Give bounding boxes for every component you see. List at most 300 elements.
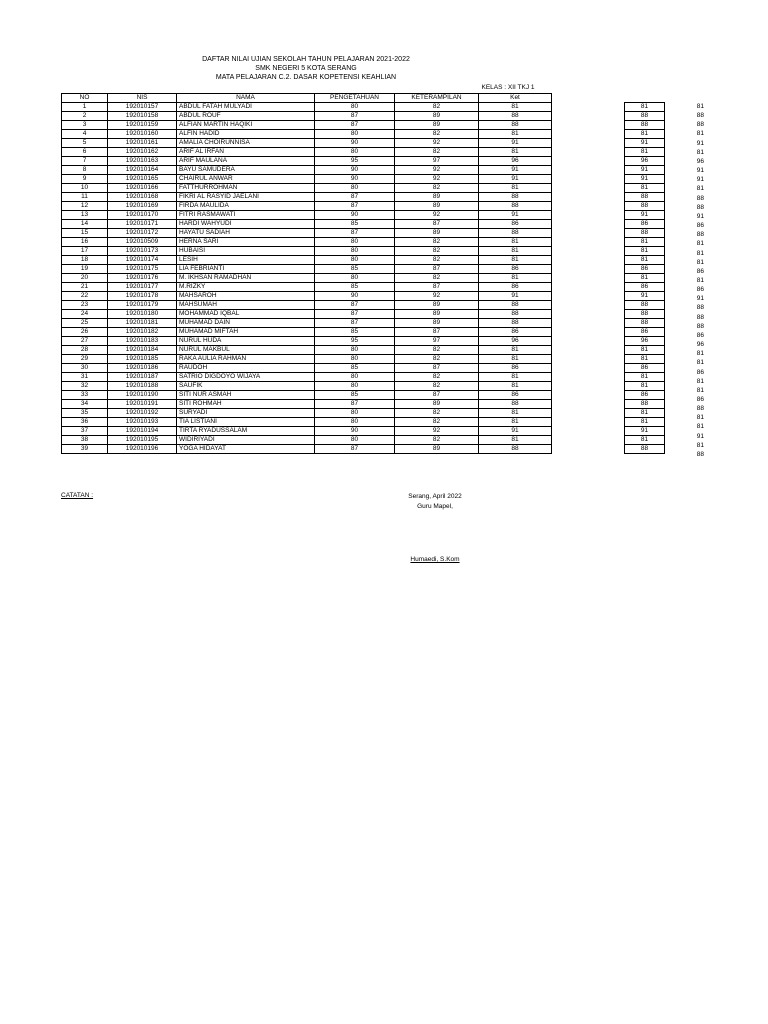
side-row (625, 148, 665, 157)
side-row (625, 319, 665, 328)
row-pengetahuan: 87 (315, 301, 395, 310)
row-no: 26 (62, 328, 108, 337)
side-value: 96 (625, 337, 665, 346)
row-keterampilan: 87 (395, 391, 479, 400)
row-nis: 192010183 (108, 337, 177, 346)
table-row (62, 445, 552, 454)
row-ket: 96 (479, 157, 552, 166)
table-row (62, 409, 552, 418)
row-ket: 81 (479, 148, 552, 157)
row-no: 13 (62, 211, 108, 220)
side-row (625, 346, 665, 355)
row-keterampilan: 89 (395, 301, 479, 310)
side-value-plain: 88 (696, 322, 704, 330)
row-nama: LIA FEBRIANTI (177, 265, 315, 274)
side-value-plain: 81 (696, 148, 704, 156)
row-nama: FITRI RASMAWATI (177, 211, 315, 220)
row-keterampilan: 82 (395, 418, 479, 427)
side-row (625, 301, 665, 310)
side-row (625, 256, 665, 265)
side-value-plain: 96 (696, 157, 704, 165)
row-no: 30 (62, 364, 108, 373)
row-nama: ARIF AL IRFAN (177, 148, 315, 157)
side-row (625, 130, 665, 139)
table-row (62, 265, 552, 274)
row-pengetahuan: 90 (315, 211, 395, 220)
row-ket: 81 (479, 274, 552, 283)
row-ket: 81 (479, 247, 552, 256)
side-value: 88 (625, 229, 665, 238)
row-keterampilan: 89 (395, 121, 479, 130)
row-keterampilan: 89 (395, 193, 479, 202)
place-date: Serang, April 2022 (408, 493, 462, 500)
side-row (625, 166, 665, 175)
side-value-plain: 88 (696, 405, 704, 413)
row-nama: WIDIRIYADI (177, 436, 315, 445)
table-row (62, 220, 552, 229)
row-keterampilan: 92 (395, 139, 479, 148)
side-row (625, 445, 665, 454)
signer-role: Guru Mapel, (417, 503, 453, 510)
side-value: 81 (625, 409, 665, 418)
side-row (625, 436, 665, 445)
table-row (62, 121, 552, 130)
row-keterampilan: 82 (395, 256, 479, 265)
row-pengetahuan: 80 (315, 274, 395, 283)
side-value: 81 (625, 418, 665, 427)
side-value: 88 (625, 319, 665, 328)
row-ket: 91 (479, 427, 552, 436)
table-row (62, 202, 552, 211)
row-ket: 81 (479, 346, 552, 355)
row-nis: 192010177 (108, 283, 177, 292)
row-ket: 81 (479, 256, 552, 265)
side-value-plain: 86 (696, 396, 704, 403)
row-ket: 81 (479, 418, 552, 427)
side-value: 91 (625, 166, 665, 175)
row-nis: 192010185 (108, 355, 177, 364)
row-pengetahuan: 90 (315, 139, 395, 148)
side-value: 81 (625, 256, 665, 265)
title-line-1: DAFTAR NILAI UJIAN SEKOLAH TAHUN PELAJARAN 2021-2022 (202, 56, 410, 63)
side-value: 81 (625, 274, 665, 283)
table-row (62, 373, 552, 382)
row-keterampilan: 82 (395, 148, 479, 157)
row-nama: MUHAMAD DAIN (177, 319, 315, 328)
side-row (625, 373, 665, 382)
side-row (625, 193, 665, 202)
side-value: 81 (625, 148, 665, 157)
table-row (62, 184, 552, 193)
row-no: 4 (62, 130, 108, 139)
side-value: 91 (625, 139, 665, 148)
side-row (625, 427, 665, 436)
row-pengetahuan: 80 (315, 418, 395, 427)
side-value-plain: 81 (696, 386, 704, 394)
side-values-column (680, 102, 704, 459)
side-row (625, 292, 665, 301)
row-nama: NURUL HUDA (177, 337, 315, 346)
row-nis: 192010186 (108, 364, 177, 373)
row-pengetahuan: 87 (315, 121, 395, 130)
row-keterampilan: 92 (395, 211, 479, 220)
row-pengetahuan: 80 (315, 103, 395, 112)
row-ket: 81 (479, 409, 552, 418)
side-row (625, 310, 665, 319)
side-value: 81 (625, 346, 665, 355)
table-row (62, 391, 552, 400)
col-header-nama: NAMA (177, 94, 315, 103)
row-nama: SAUFIK (177, 382, 315, 391)
row-no: 35 (62, 409, 108, 418)
row-pengetahuan: 90 (315, 166, 395, 175)
row-ket: 91 (479, 139, 552, 148)
row-keterampilan: 92 (395, 166, 479, 175)
signature-block (380, 492, 490, 512)
row-nis: 192010182 (108, 328, 177, 337)
row-ket: 81 (479, 436, 552, 445)
row-nis: 192010195 (108, 436, 177, 445)
row-keterampilan: 82 (395, 436, 479, 445)
side-row (625, 391, 665, 400)
side-value: 91 (625, 175, 665, 184)
side-row (625, 283, 665, 292)
row-ket: 91 (479, 292, 552, 301)
row-pengetahuan: 95 (315, 157, 395, 166)
side-row (625, 337, 665, 346)
row-pengetahuan: 90 (315, 292, 395, 301)
row-nama: SATRIO DIGDOYO WIJAYA (177, 373, 315, 382)
side-value-plain: 81 (696, 185, 704, 193)
side-row (625, 157, 665, 166)
side-value-plain: 81 (696, 130, 704, 138)
row-ket: 88 (479, 400, 552, 409)
row-nis: 192010187 (108, 373, 177, 382)
table-row (62, 166, 552, 175)
row-nama: RAKA AULIA RAHMAN (177, 355, 315, 364)
row-nama: FIRDA MAULIDA (177, 202, 315, 211)
side-value-plain: 88 (696, 121, 704, 129)
row-pengetahuan: 80 (315, 256, 395, 265)
row-no: 39 (62, 445, 108, 454)
side-row (625, 175, 665, 184)
row-keterampilan: 82 (395, 355, 479, 364)
row-no: 28 (62, 346, 108, 355)
row-pengetahuan: 85 (315, 328, 395, 337)
row-no: 33 (62, 391, 108, 400)
side-values-table (624, 102, 665, 454)
side-value-plain: 81 (696, 240, 704, 248)
row-keterampilan: 92 (395, 427, 479, 436)
row-no: 22 (62, 292, 108, 301)
row-pengetahuan: 85 (315, 364, 395, 373)
row-keterampilan: 89 (395, 202, 479, 211)
side-value-plain: 81 (696, 258, 704, 266)
row-nis: 192010161 (108, 139, 177, 148)
row-nis: 192010168 (108, 193, 177, 202)
row-keterampilan: 82 (395, 346, 479, 355)
row-nama: HAYATU SADIAH (177, 229, 315, 238)
row-keterampilan: 82 (395, 382, 479, 391)
row-nis: 192010194 (108, 427, 177, 436)
side-value: 81 (625, 103, 665, 112)
col-header-nis: NIS (108, 94, 177, 103)
row-ket: 86 (479, 265, 552, 274)
row-nama: SITI ROHMAH (177, 400, 315, 409)
side-value-plain: 86 (696, 368, 704, 376)
table-row (62, 328, 552, 337)
table-row (62, 301, 552, 310)
table-row (62, 247, 552, 256)
col-header-ket: Ket (479, 94, 552, 103)
row-ket: 88 (479, 202, 552, 211)
signer-name: Humaedi, S.Kom (410, 556, 460, 563)
row-pengetahuan: 87 (315, 193, 395, 202)
row-nama: ALFIAN MARTIN HAQIKI (177, 121, 315, 130)
side-value-plain: 81 (696, 414, 704, 422)
row-pengetahuan: 90 (315, 175, 395, 184)
row-nis: 192010179 (108, 301, 177, 310)
side-value: 91 (625, 292, 665, 301)
row-no: 1 (62, 103, 108, 112)
table-row (62, 346, 552, 355)
side-value: 81 (625, 373, 665, 382)
side-value: 88 (625, 445, 665, 454)
row-no: 21 (62, 283, 108, 292)
row-ket: 88 (479, 193, 552, 202)
row-no: 10 (62, 184, 108, 193)
side-value: 81 (625, 238, 665, 247)
table-row (62, 436, 552, 445)
row-keterampilan: 89 (395, 319, 479, 328)
row-nis: 192010158 (108, 112, 177, 121)
row-no: 18 (62, 256, 108, 265)
side-value-plain: 91 (696, 139, 704, 147)
row-ket: 81 (479, 103, 552, 112)
row-no: 32 (62, 382, 108, 391)
class-label: KELAS : XII TKJ 1 (481, 84, 535, 91)
row-no: 17 (62, 247, 108, 256)
row-ket: 91 (479, 175, 552, 184)
row-ket: 96 (479, 337, 552, 346)
row-nama: MOHAMMAD IQBAL (177, 310, 315, 319)
col-header-no: NO (62, 94, 108, 103)
row-nis: 192010164 (108, 166, 177, 175)
row-pengetahuan: 87 (315, 202, 395, 211)
row-nama: SURYADI (177, 409, 315, 418)
row-no: 36 (62, 418, 108, 427)
row-keterampilan: 89 (395, 445, 479, 454)
side-value: 86 (625, 391, 665, 400)
row-keterampilan: 87 (395, 220, 479, 229)
row-ket: 88 (479, 229, 552, 238)
table-row (62, 418, 552, 427)
row-ket: 88 (479, 445, 552, 454)
row-pengetahuan: 87 (315, 112, 395, 121)
row-no: 34 (62, 400, 108, 409)
table-row (62, 103, 552, 112)
school-name: SMK NEGERI 5 KOTA SERANG (255, 65, 357, 72)
row-pengetahuan: 80 (315, 373, 395, 382)
table-row (62, 139, 552, 148)
side-value: 88 (625, 202, 665, 211)
row-ket: 86 (479, 328, 552, 337)
table-row (62, 130, 552, 139)
row-pengetahuan: 80 (315, 382, 395, 391)
row-nama: HERNA SARI (177, 238, 315, 247)
row-ket: 88 (479, 112, 552, 121)
row-nama: BAYU SAMUDERA (177, 166, 315, 175)
row-nis: 192010184 (108, 346, 177, 355)
side-row (625, 418, 665, 427)
table-row (62, 274, 552, 283)
side-value: 86 (625, 220, 665, 229)
row-nama: CHAIRUL ANWAR (177, 175, 315, 184)
row-ket: 86 (479, 283, 552, 292)
side-value: 88 (625, 301, 665, 310)
row-no: 37 (62, 427, 108, 436)
row-keterampilan: 82 (395, 184, 479, 193)
side-value-plain: 88 (696, 231, 704, 239)
row-pengetahuan: 80 (315, 148, 395, 157)
side-row (625, 409, 665, 418)
row-keterampilan: 89 (395, 229, 479, 238)
side-value-plain: 96 (696, 341, 704, 349)
row-pengetahuan: 80 (315, 247, 395, 256)
row-no: 25 (62, 319, 108, 328)
row-nis: 192010166 (108, 184, 177, 193)
row-nis: 192010178 (108, 292, 177, 301)
row-nis: 192010180 (108, 310, 177, 319)
side-value-plain: 81 (696, 103, 704, 110)
row-nis: 192010181 (108, 319, 177, 328)
table-row (62, 310, 552, 319)
row-nis: 192010196 (108, 445, 177, 454)
row-nis: 192010171 (108, 220, 177, 229)
row-no: 24 (62, 310, 108, 319)
side-value: 86 (625, 328, 665, 337)
row-ket: 88 (479, 301, 552, 310)
side-value-plain: 86 (696, 286, 704, 294)
table-row (62, 229, 552, 238)
subject-line: MATA PELAJARAN C.2. DASAR KOPETENSI KEAHLIAN (215, 74, 397, 81)
row-nama: FATTHURROHMAN (177, 184, 315, 193)
table-row (62, 112, 552, 121)
row-keterampilan: 97 (395, 157, 479, 166)
row-pengetahuan: 80 (315, 355, 395, 364)
side-value-plain: 86 (696, 267, 704, 275)
row-ket: 91 (479, 166, 552, 175)
side-row (625, 112, 665, 121)
row-nama: HUBAISI (177, 247, 315, 256)
row-ket: 81 (479, 355, 552, 364)
col-header-pengetahuan: PENGETAHUAN (315, 94, 395, 103)
row-keterampilan: 87 (395, 283, 479, 292)
row-nis: 192010188 (108, 382, 177, 391)
row-ket: 81 (479, 382, 552, 391)
side-value: 81 (625, 247, 665, 256)
row-ket: 91 (479, 211, 552, 220)
row-no: 5 (62, 139, 108, 148)
side-value: 81 (625, 436, 665, 445)
row-no: 14 (62, 220, 108, 229)
row-keterampilan: 82 (395, 103, 479, 112)
side-value: 81 (625, 130, 665, 139)
side-row (625, 238, 665, 247)
row-nama: TIRTA RYADUSSALAM (177, 427, 315, 436)
row-pengetahuan: 80 (315, 409, 395, 418)
row-no: 3 (62, 121, 108, 130)
row-nis: 192010193 (108, 418, 177, 427)
row-no: 2 (62, 112, 108, 121)
row-ket: 86 (479, 220, 552, 229)
row-nama: ABDUL ROUF (177, 112, 315, 121)
side-value: 88 (625, 121, 665, 130)
row-keterampilan: 92 (395, 292, 479, 301)
side-row (625, 328, 665, 337)
row-nama: TIA LISTIANI (177, 418, 315, 427)
row-nama: ALFIN HADID (177, 130, 315, 139)
table-row (62, 364, 552, 373)
row-ket: 88 (479, 121, 552, 130)
side-row (625, 265, 665, 274)
row-nama: MUHAMAD MIFTAH (177, 328, 315, 337)
row-no: 19 (62, 265, 108, 274)
table-header-row (62, 94, 552, 103)
side-value-plain: 91 (696, 295, 704, 303)
row-keterampilan: 82 (395, 238, 479, 247)
row-keterampilan: 87 (395, 265, 479, 274)
side-value-plain: 88 (696, 313, 704, 321)
row-no: 23 (62, 301, 108, 310)
side-value: 81 (625, 184, 665, 193)
row-nama: ABDUL FATAH MULYADI (177, 103, 315, 112)
side-value: 96 (625, 157, 665, 166)
side-row (625, 229, 665, 238)
row-no: 6 (62, 148, 108, 157)
row-keterampilan: 89 (395, 400, 479, 409)
row-nama: LESIH (177, 256, 315, 265)
row-nis: 192010173 (108, 247, 177, 256)
row-no: 12 (62, 202, 108, 211)
row-nama: YOGA HIDAYAT (177, 445, 315, 454)
side-row (625, 355, 665, 364)
row-pengetahuan: 85 (315, 220, 395, 229)
row-pengetahuan: 87 (315, 310, 395, 319)
table-row (62, 292, 552, 301)
side-row (625, 121, 665, 130)
row-ket: 86 (479, 391, 552, 400)
side-value-plain: 86 (696, 222, 704, 230)
row-pengetahuan: 80 (315, 436, 395, 445)
row-keterampilan: 97 (395, 337, 479, 346)
side-value-plain: 88 (696, 304, 704, 312)
side-value-plain: 81 (696, 249, 704, 257)
row-keterampilan: 92 (395, 175, 479, 184)
table-row (62, 382, 552, 391)
row-no: 11 (62, 193, 108, 202)
row-no: 31 (62, 373, 108, 382)
col-header-keterampilan: KETERAMPILAN (395, 94, 479, 103)
row-ket: 81 (479, 373, 552, 382)
side-value-plain: 91 (696, 176, 704, 184)
row-pengetahuan: 90 (315, 427, 395, 436)
side-value-plain: 88 (696, 450, 704, 458)
row-keterampilan: 82 (395, 130, 479, 139)
side-value: 88 (625, 112, 665, 121)
row-nama: MAHSAROH (177, 292, 315, 301)
side-value-plain: 91 (696, 432, 704, 440)
